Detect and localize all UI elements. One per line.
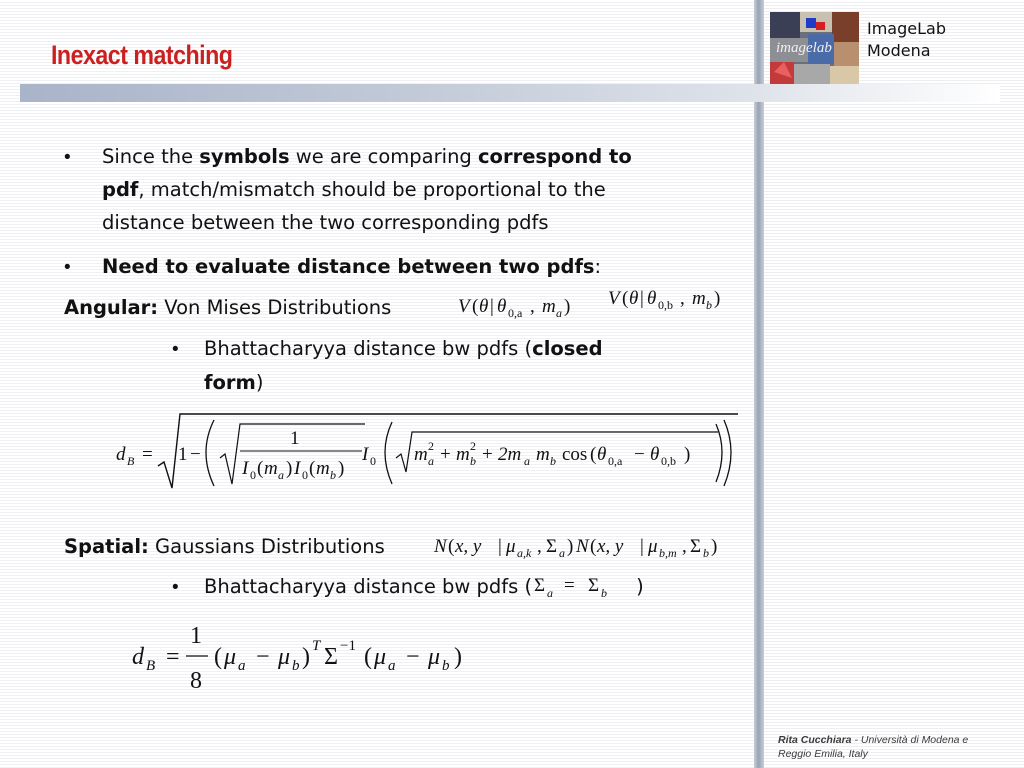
svg-text:): ) bbox=[338, 458, 345, 479]
org-line-2: Modena bbox=[867, 41, 931, 60]
svg-text:): ) bbox=[714, 288, 721, 309]
svg-text:): ) bbox=[564, 296, 571, 317]
svg-text:a: a bbox=[524, 454, 530, 468]
org-line-1: ImageLab bbox=[867, 19, 946, 38]
svg-text:T: T bbox=[312, 638, 321, 654]
svg-text:m: m bbox=[456, 444, 470, 465]
svg-text:=: = bbox=[166, 644, 180, 670]
svg-text:m: m bbox=[316, 458, 330, 479]
svg-text:(: ( bbox=[309, 458, 316, 479]
svg-text:(: ( bbox=[590, 536, 597, 557]
svg-text:m: m bbox=[414, 444, 428, 465]
svg-text:0: 0 bbox=[370, 454, 376, 468]
svg-text:): ) bbox=[567, 536, 574, 557]
gaussian-formulas bbox=[430, 530, 755, 566]
svg-text:(: ( bbox=[590, 444, 597, 465]
svg-text:m: m bbox=[542, 296, 556, 317]
svg-text:μ: μ bbox=[224, 644, 237, 670]
footer-author: Rita Cucchiara bbox=[778, 734, 852, 746]
svg-text:−: − bbox=[256, 644, 270, 670]
svg-text:=: = bbox=[564, 575, 575, 596]
svg-text:a: a bbox=[388, 658, 396, 674]
svg-text:θ: θ bbox=[629, 288, 639, 309]
svg-text:,: , bbox=[682, 536, 687, 557]
svg-text:2: 2 bbox=[428, 439, 434, 453]
svg-text:−: − bbox=[406, 644, 420, 670]
svg-text:|: | bbox=[498, 536, 502, 557]
bhattacharyya-gaussian-formula bbox=[128, 616, 518, 696]
svg-text:1: 1 bbox=[178, 444, 188, 465]
slide-footer bbox=[778, 733, 978, 761]
org-name bbox=[867, 18, 946, 62]
svg-text:x, y: x, y bbox=[597, 536, 624, 557]
svg-text:a: a bbox=[556, 306, 562, 320]
svg-text:−1: −1 bbox=[340, 638, 356, 654]
svg-text:m: m bbox=[264, 458, 278, 479]
svg-text:Σ: Σ bbox=[546, 536, 558, 557]
angular-heading: Angular: Von Mises Distributions bbox=[64, 296, 392, 319]
svg-text:): ) bbox=[684, 444, 691, 465]
svg-text:(: ( bbox=[257, 458, 264, 479]
svg-text:): ) bbox=[302, 644, 310, 670]
svg-text:a: a bbox=[547, 586, 554, 600]
svg-text:I: I bbox=[242, 458, 249, 479]
bhattacharyya-von-mises-formula bbox=[110, 406, 750, 496]
bullet-3-line-2: form) bbox=[204, 371, 264, 394]
sigma-equality bbox=[532, 571, 636, 601]
svg-text:θ: θ bbox=[597, 444, 607, 465]
svg-text:μ: μ bbox=[648, 536, 658, 557]
svg-text:N: N bbox=[434, 536, 447, 557]
svg-text:m: m bbox=[692, 288, 706, 309]
svg-text:1: 1 bbox=[190, 623, 202, 649]
svg-text:2: 2 bbox=[470, 439, 476, 453]
svg-text:I: I bbox=[294, 458, 301, 479]
svg-text:Σ: Σ bbox=[534, 575, 546, 596]
svg-text:b: b bbox=[706, 298, 712, 312]
svg-text:Σ: Σ bbox=[690, 536, 702, 557]
svg-text:B: B bbox=[127, 454, 135, 468]
svg-text:0,b: 0,b bbox=[658, 298, 673, 312]
footer-separator: - bbox=[851, 734, 861, 746]
svg-text:,: , bbox=[530, 296, 535, 317]
bullet-4-text: Bhattacharyya distance bw pdfs ( Σ a = Σ b ) bbox=[204, 570, 644, 604]
svg-text:0: 0 bbox=[302, 468, 308, 482]
svg-text:V: V bbox=[458, 296, 470, 317]
logo-text: imagelab bbox=[776, 40, 832, 56]
bullet-1-line-1: Since the symbols we are comparing correspond to bbox=[102, 145, 632, 168]
svg-text:0: 0 bbox=[250, 468, 256, 482]
svg-text:+: + bbox=[440, 444, 451, 465]
svg-text:a: a bbox=[238, 658, 246, 674]
svg-text:μ: μ bbox=[374, 644, 387, 670]
imagelab-logo bbox=[770, 12, 859, 84]
svg-text:b: b bbox=[601, 586, 608, 600]
bullet-1-line-3: distance between the two corresponding pdfs bbox=[102, 211, 549, 234]
svg-text:μ: μ bbox=[428, 644, 441, 670]
svg-text:1: 1 bbox=[290, 428, 300, 449]
svg-text:b: b bbox=[442, 658, 450, 674]
svg-text:d: d bbox=[132, 644, 144, 670]
svg-text:b: b bbox=[703, 546, 709, 560]
svg-text:μ: μ bbox=[506, 536, 516, 557]
svg-text:b: b bbox=[330, 468, 336, 482]
svg-text:(: ( bbox=[214, 644, 222, 670]
svg-text:a,k: a,k bbox=[517, 546, 532, 560]
svg-text:): ) bbox=[286, 458, 293, 479]
right-panel bbox=[757, 0, 1024, 768]
von-mises-formulas bbox=[450, 284, 760, 328]
svg-text:a: a bbox=[278, 468, 284, 482]
svg-text:d: d bbox=[116, 444, 126, 465]
svg-text:μ: μ bbox=[278, 644, 291, 670]
svg-text:V: V bbox=[608, 288, 620, 309]
svg-text:b,m: b,m bbox=[659, 546, 677, 560]
svg-text:8: 8 bbox=[190, 668, 202, 694]
bullet-1-marker: • bbox=[64, 147, 71, 168]
svg-text:cos: cos bbox=[562, 444, 588, 465]
svg-text:θ: θ bbox=[650, 444, 660, 465]
svg-text:−: − bbox=[634, 444, 645, 465]
svg-text:+: + bbox=[482, 444, 493, 465]
svg-text:|: | bbox=[490, 296, 494, 317]
svg-text:2m: 2m bbox=[498, 444, 522, 465]
svg-text:(: ( bbox=[622, 288, 629, 309]
svg-text:(: ( bbox=[472, 296, 479, 317]
bullet-3-line-1: Bhattacharyya distance bw pdfs (closed bbox=[204, 337, 603, 360]
svg-text:): ) bbox=[711, 536, 718, 557]
svg-text:0,b: 0,b bbox=[661, 454, 676, 468]
bullet-2-text: Need to evaluate distance between two pdfs: bbox=[102, 255, 602, 278]
bullet-4-marker: • bbox=[172, 577, 179, 598]
svg-text:): ) bbox=[454, 644, 462, 670]
svg-text:θ: θ bbox=[497, 296, 507, 317]
svg-text:(: ( bbox=[364, 644, 372, 670]
svg-text:b: b bbox=[292, 658, 300, 674]
svg-text:θ: θ bbox=[479, 296, 489, 317]
bullet-3-marker: • bbox=[172, 339, 179, 360]
svg-text:a: a bbox=[428, 454, 434, 468]
svg-text:Σ: Σ bbox=[324, 644, 338, 670]
svg-text:Σ: Σ bbox=[588, 575, 600, 596]
svg-text:|: | bbox=[640, 288, 644, 309]
svg-text:θ: θ bbox=[647, 288, 657, 309]
svg-text:(: ( bbox=[448, 536, 455, 557]
svg-text:a: a bbox=[559, 546, 565, 560]
svg-text:N: N bbox=[576, 536, 589, 557]
svg-text:|: | bbox=[640, 536, 644, 557]
svg-text:0,a: 0,a bbox=[508, 306, 523, 320]
svg-text:−: − bbox=[190, 444, 201, 465]
svg-text:x, y: x, y bbox=[455, 536, 482, 557]
svg-text:b: b bbox=[470, 454, 476, 468]
svg-text:,: , bbox=[537, 536, 542, 557]
svg-text:m: m bbox=[536, 444, 550, 465]
slide-title: Inexact matching bbox=[51, 40, 233, 70]
bullet-2-marker: • bbox=[64, 257, 71, 278]
svg-text:=: = bbox=[142, 444, 153, 465]
svg-text:b: b bbox=[550, 454, 556, 468]
spatial-heading: Spatial: Gaussians Distributions bbox=[64, 535, 385, 558]
svg-text:B: B bbox=[146, 658, 156, 674]
footer-affiliation: Università di Modena e Reggio Emilia, Italy bbox=[778, 734, 969, 760]
bullet-1-line-2: pdf, match/mismatch should be proportional to the bbox=[102, 178, 606, 201]
svg-text:,: , bbox=[680, 288, 685, 309]
svg-text:I: I bbox=[362, 444, 369, 465]
svg-text:0,a: 0,a bbox=[608, 454, 623, 468]
